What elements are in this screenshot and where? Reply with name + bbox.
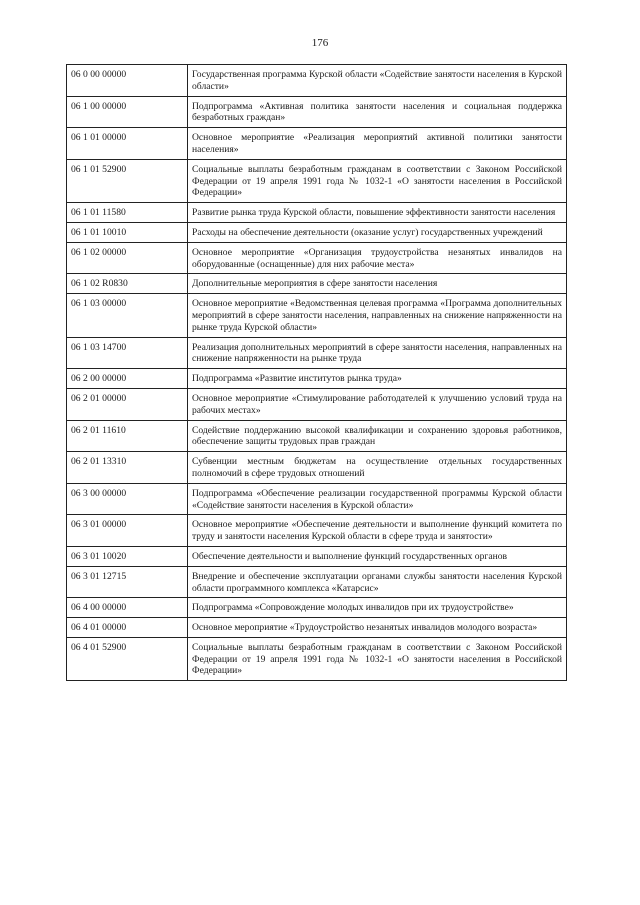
table-row bbox=[67, 637, 567, 680]
row-code: 06 1 01 10010 bbox=[67, 222, 188, 242]
table-row bbox=[67, 203, 567, 223]
row-name: Основное мероприятие «Стимулирование работодателей к улучшению условий труда на рабочих местах» bbox=[188, 388, 567, 420]
row-code: 06 4 01 00000 bbox=[67, 618, 188, 638]
row-name: Обеспечение деятельности и выполнение функций государственных органов bbox=[188, 546, 567, 566]
row-name: Основное мероприятие «Обеспечение деятельности и выполнение функций комитета по труду и занятости населения Курской области в сфере труда и занятости» bbox=[188, 515, 567, 547]
row-code: 06 1 01 52900 bbox=[67, 159, 188, 202]
table-row bbox=[67, 159, 567, 202]
table-row bbox=[67, 566, 567, 598]
table-row bbox=[67, 337, 567, 369]
table-row bbox=[67, 420, 567, 452]
row-name: Социальные выплаты безработным гражданам в соответствии с Законом Российской Федерации от 19 апреля 1991 года № 1032-1 «О занятости населения в Российской Федерации» bbox=[188, 637, 567, 680]
table-row bbox=[67, 388, 567, 420]
table-row bbox=[67, 598, 567, 618]
table-row bbox=[67, 369, 567, 389]
row-name: Социальные выплаты безработным гражданам в соответствии с Законом Российской Федерации от 19 апреля 1991 года № 1032-1 «О занятости населения в Российской Федерации» bbox=[188, 159, 567, 202]
table-row bbox=[67, 242, 567, 274]
row-name: Реализация дополнительных мероприятий в сфере занятости населения, направленных на снижение напряженности на рынке труда bbox=[188, 337, 567, 369]
row-code: 06 3 01 10020 bbox=[67, 546, 188, 566]
row-name: Подпрограмма «Обеспечение реализации государственной программы Курской области «Содействие занятости населения в Курской области» bbox=[188, 483, 567, 515]
row-name: Основное мероприятие «Ведомственная целевая программа «Программа дополнительных мероприятий в сфере занятости населения, направленных на снижение напряженности на рынке труда Курской области» bbox=[188, 294, 567, 337]
table-row bbox=[67, 515, 567, 547]
row-code: 06 1 03 00000 bbox=[67, 294, 188, 337]
row-name: Подпрограмма «Сопровождение молодых инвалидов при их трудоустройстве» bbox=[188, 598, 567, 618]
row-code: 06 2 01 11610 bbox=[67, 420, 188, 452]
row-code: 06 1 00 00000 bbox=[67, 96, 188, 128]
row-code: 06 4 01 52900 bbox=[67, 637, 188, 680]
page-number: 176 bbox=[311, 37, 329, 49]
table-row bbox=[67, 618, 567, 638]
row-name: Основное мероприятие «Трудоустройство незанятых инвалидов молодого возраста» bbox=[188, 618, 567, 638]
row-code: 06 1 03 14700 bbox=[67, 337, 188, 369]
row-name: Дополнительные мероприятия в сфере занятости населения bbox=[188, 274, 567, 294]
row-name: Основное мероприятие «Организация трудоустройства незанятых инвалидов на оборудованные (оснащенные) для них рабочие места» bbox=[188, 242, 567, 274]
row-name: Субвенции местным бюджетам на осуществление отдельных государственных полномочий в сфере трудовых отношений bbox=[188, 452, 567, 484]
table-row bbox=[67, 65, 567, 97]
table-row bbox=[67, 222, 567, 242]
row-code: 06 1 01 11580 bbox=[67, 203, 188, 223]
table-row bbox=[67, 274, 567, 294]
row-name: Государственная программа Курской области «Содействие занятости населения в Курской области» bbox=[188, 65, 567, 97]
row-name: Содействие поддержанию высокой квалификации и сохранению здоровья работников, обеспечение защиты трудовых прав граждан bbox=[188, 420, 567, 452]
row-code: 06 3 01 12715 bbox=[67, 566, 188, 598]
table-row bbox=[67, 452, 567, 484]
table-row bbox=[67, 96, 567, 128]
table-row bbox=[67, 483, 567, 515]
row-code: 06 1 02 00000 bbox=[67, 242, 188, 274]
row-name: Расходы на обеспечение деятельности (оказание услуг) государственных учреждений bbox=[188, 222, 567, 242]
row-code: 06 2 01 13310 bbox=[67, 452, 188, 484]
row-name: Подпрограмма «Развитие институтов рынка труда» bbox=[188, 369, 567, 389]
row-code: 06 3 01 00000 bbox=[67, 515, 188, 547]
table-row bbox=[67, 294, 567, 337]
row-name: Подпрограмма «Активная политика занятости населения и социальная поддержка безработных граждан» bbox=[188, 96, 567, 128]
table-row bbox=[67, 546, 567, 566]
row-code: 06 4 00 00000 bbox=[67, 598, 188, 618]
row-name: Внедрение и обеспечение эксплуатации органами службы занятости населения Курской области программного комплекса «Катарсис» bbox=[188, 566, 567, 598]
table-row bbox=[67, 128, 567, 160]
row-code: 06 3 00 00000 bbox=[67, 483, 188, 515]
row-code: 06 1 01 00000 bbox=[67, 128, 188, 160]
row-name: Основное мероприятие «Реализация мероприятий активной политики занятости населения» bbox=[188, 128, 567, 160]
row-code: 06 2 00 00000 bbox=[67, 369, 188, 389]
budget-classification-table bbox=[66, 64, 567, 681]
row-code: 06 1 02 R0830 bbox=[67, 274, 188, 294]
row-code: 06 2 01 00000 bbox=[67, 388, 188, 420]
table-body bbox=[67, 65, 567, 681]
row-name: Развитие рынка труда Курской области, повышение эффективности занятости населения bbox=[188, 203, 567, 223]
row-code: 06 0 00 00000 bbox=[67, 65, 188, 97]
